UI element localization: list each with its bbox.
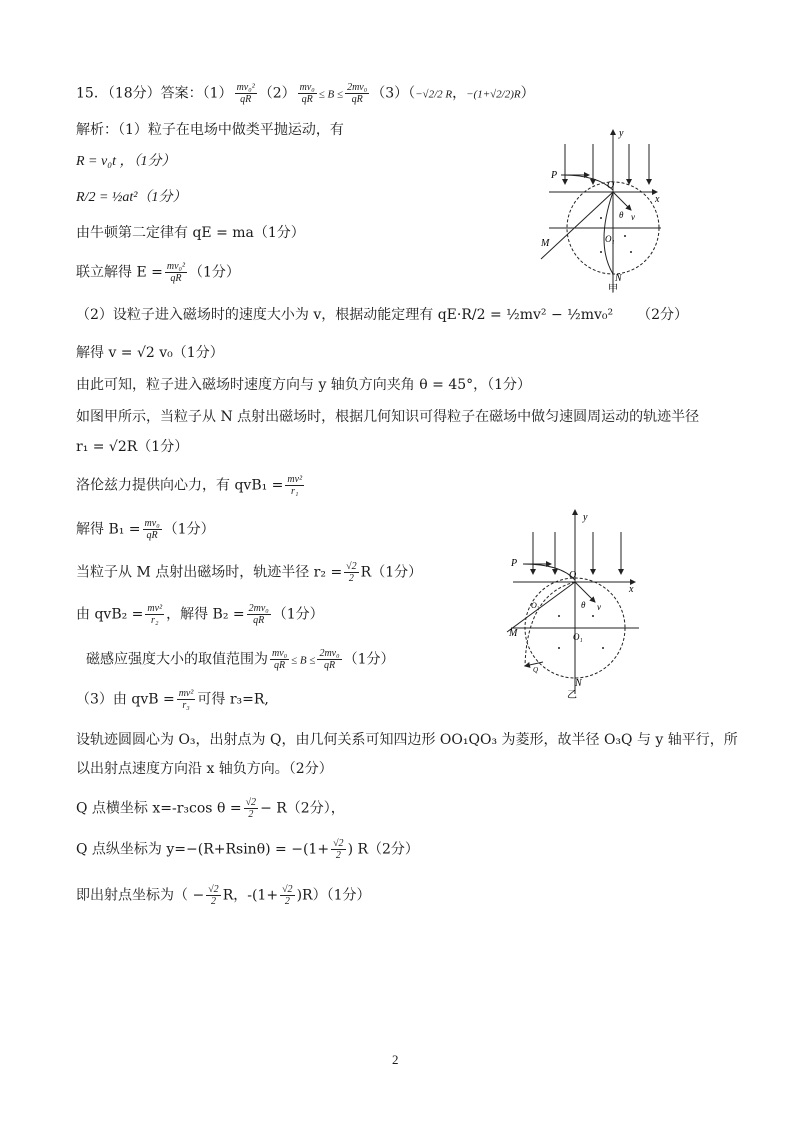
solution-line-5: 联立解得 E = $\frac{\text{mv₀²}}{qR}$ （1分） xyxy=(76,261,240,284)
svg-text:O₁: O₁ xyxy=(605,234,615,244)
svg-text:O: O xyxy=(569,570,577,581)
svg-text:O₁: O₁ xyxy=(573,632,583,642)
solution-line-17: 设轨迹圆圆心为 O₃，出射点为 Q，由几何关系可知四边形 OO₁QO₃ 为菱形，故半径 O₃Q 与 y 轴平行，所 xyxy=(76,732,738,748)
figure-yi-caption: 乙 xyxy=(567,690,577,700)
solution-line-20: Q 点纵坐标为 y=−(R+Rsinθ) = −(1+ $\frac{√2}{2}$ ) R（2分） xyxy=(76,838,419,861)
svg-text:y: y xyxy=(583,512,588,523)
figure-jia-caption: 甲 xyxy=(608,284,618,295)
svg-text:P: P xyxy=(511,558,518,569)
solution-line-6: （2）设粒子进入磁场时的速度大小为 v，根据动能定理有 qE·R/2 = ½mv² − ½mv₀² （2分） xyxy=(76,307,689,323)
svg-text:x: x xyxy=(629,584,634,595)
svg-text:M: M xyxy=(541,238,550,249)
svg-text:θ: θ xyxy=(619,210,624,220)
x-axis-label: x xyxy=(655,194,660,205)
svg-text:N: N xyxy=(615,273,622,284)
svg-text:v: v xyxy=(631,212,635,222)
svg-text:M: M xyxy=(509,628,518,639)
solution-line-11: 洛伦兹力提供向心力，有 qvB₁ = $\frac{\text{mv²}}{\text{r₁}}$ xyxy=(76,474,303,497)
figure-jia xyxy=(535,124,675,296)
solution-line-16: （3）由 qvB = $\frac{\text{mv²}}{\text{r₃}}$ 可得 r₃=R, xyxy=(76,688,269,711)
page-number: 2 xyxy=(392,1052,399,1067)
solution-line-21: 即出射点坐标为（ − $\frac{√2}{2}$ R，-(1+ $\frac{√2}{2}$ )R）（1分） xyxy=(76,884,371,907)
solution-line-14: 由 qvB₂ = $\frac{\text{mv²}}{\text{r₂}}$ ，解得 B₂ = $\frac{\text{2mv₀}}{qR}$ （1分） xyxy=(76,603,324,626)
svg-text:v: v xyxy=(597,602,601,612)
solution-line-13: 当粒子从 M 点射出磁场时，轨迹半径 r₂ = $\frac{√2}{2}$ R（1分） xyxy=(76,561,423,584)
solution-line-10: r₁ = √2R（1分） xyxy=(76,439,189,455)
solution-line-9: 如图甲所示，当粒子从 N 点射出磁场时，根据几何知识可得粒子在磁场中做匀速圆周运动的轨迹半径 xyxy=(76,409,700,425)
answer-header: 15．（18分）答案：（1） $\frac{\text{mv₀²}}{qR}$ （2） $\frac{\text{mv₀}}{qR}$ ≤ B ≤ $\frac{\text{2mv₀}}{qR}$ （3）（−√2/2 R，−(1+√2/2)R） xyxy=(76,82,535,105)
solution-line-2: R = v₀t ，（1分） xyxy=(76,154,176,169)
solution-line-15: 磁感应强度大小的取值范围为 $\frac{\text{mv₀}}{qR}$ ≤ B ≤ $\frac{\text{2mv₀}}{qR}$ （1分） xyxy=(86,648,395,671)
solution-line-4: 由牛顿第二定律有 qE = ma（1分） xyxy=(76,225,305,241)
solution-line-12: 解得 B₁ = $\frac{\text{mv₀}}{qR}$ （1分） xyxy=(76,518,215,541)
figure-yi xyxy=(503,504,653,700)
svg-text:O₃: O₃ xyxy=(531,601,540,610)
solution-line-19: Q 点横坐标 x=-r₃cos θ = $\frac{√2}{2}$ − R（2分）， xyxy=(76,797,345,820)
question-number: 15．（18分）答案： xyxy=(76,85,203,102)
solution-line-8: 由此可知，粒子进入磁场时速度方向与 y 轴负方向夹角 θ = 45°，（1分） xyxy=(76,377,532,393)
svg-text:θ: θ xyxy=(581,600,586,610)
solution-line-7: 解得 v = √2 v₀（1分） xyxy=(76,345,224,361)
label-P: P xyxy=(551,170,558,181)
answer1-fraction: $\frac{\text{mv₀²}}{qR}$ xyxy=(236,82,255,105)
solution-line-3: R/2 = ½at²（1分） xyxy=(76,190,187,205)
solution-line-1: 解析：（1）粒子在电场中做类平抛运动，有 xyxy=(76,122,344,138)
solution-line-18: 以出射点速度方向沿 x 轴负方向。（2分） xyxy=(76,761,333,777)
svg-text:Q: Q xyxy=(533,666,539,674)
svg-text:N: N xyxy=(575,678,582,689)
svg-text:O: O xyxy=(607,180,615,191)
y-axis-label: y xyxy=(619,128,624,139)
